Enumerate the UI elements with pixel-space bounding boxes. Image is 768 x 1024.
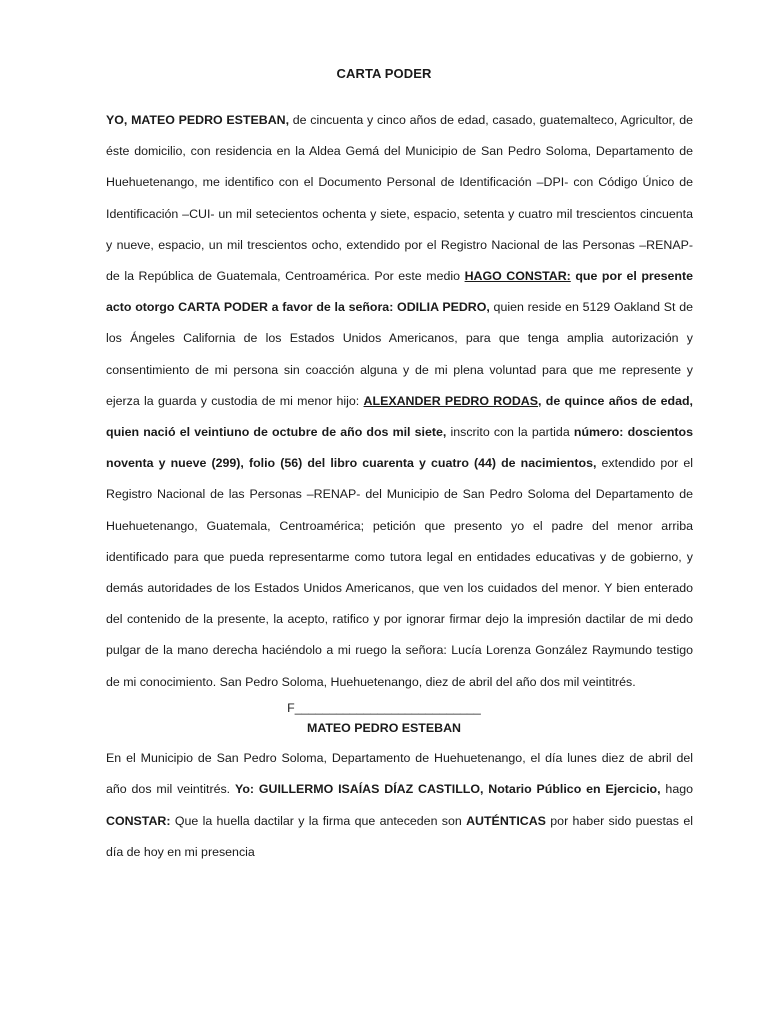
- authentic-label: AUTÉNTICAS: [466, 813, 546, 828]
- hago-constar-heading: HAGO CONSTAR:: [464, 269, 571, 284]
- minor-name: ALEXANDER PEDRO RODAS,: [363, 393, 542, 408]
- notary-place-date: En el Municipio de San Pedro Soloma, Departamento de Huehuetenango, el día lunes diez de abril del año dos mil veintitrés.: [106, 751, 693, 797]
- closing-text: extendido por el Registro Nacional de las Personas –RENAP- del Municipio de San Pedro Soloma del Departamento de Huehuetenango, Guatemala, Centroamérica; petición que presento yo el padre del menor arriba identificado para que pueda representarme como tutora legal en entidades educativas y de gobierno, y demás autoridades de los Estados Unidos Americanos, que ven los cuidados del menor. Y bien enterado del contenido de la presente, la acepto, ratifico y por ignorar firmar dejo la impresión dactilar de mi dedo pulgar de la mano derecha haciéndolo a mi ruego la señora: Lucía Lorenza González Raymundo testigo de mi conocimiento. San Pedro Soloma, Huehuetenango, diez de abril del año dos mil veintitrés.: [106, 456, 694, 689]
- notary-name: Yo: GUILLERMO ISAÍAS DÍAZ CASTILLO, Notario Público en Ejercicio,: [234, 782, 661, 797]
- notary-constar: CONSTAR:: [106, 813, 171, 828]
- grantor-intro: YO, MATEO PEDRO ESTEBAN,: [106, 113, 290, 127]
- notary-text-2: Que la huella dactilar y la firma que anteceden son: [170, 813, 467, 828]
- minor-birth-details: de quince años de edad, quien nació el veintiuno de octubre de año dos mil siete,: [106, 393, 693, 440]
- signatory-name: MATEO PEDRO ESTEBAN: [307, 721, 461, 735]
- grantee-details: quien reside en 5129 Oakland St de los Ángeles California de los Estados Unidos Americanos, para que tenga amplia autorización y consentimiento de mi persona sin coacción alguna y de mi plena voluntad para que me represente y ejerza la guarda y custodia de mi menor hijo:: [106, 300, 693, 408]
- registration-intro: inscrito con la partida: [446, 425, 574, 440]
- power-of-attorney-paragraph: [106, 105, 693, 698]
- signature-line: F___________________________: [287, 701, 481, 715]
- notary-text-1: hago: [660, 782, 693, 797]
- grant-statement: que por el presente acto otorgo CARTA PODER a favor de la señora: ODILIA PEDRO,: [106, 269, 693, 315]
- notary-paragraph: [106, 743, 693, 869]
- notary-text-3: por haber sido puestas el día de hoy en mi presencia: [106, 813, 693, 860]
- document-title: CARTA PODER: [336, 66, 432, 81]
- grantor-details: de cincuenta y cinco años de edad, casado, guatemalteco, Agricultor, de éste domicilio, con residencia en la Aldea Gemá del Municipio de San Pedro Soloma, Departamento de Huehuetenango, me identifico con el Documento Personal de Identificación –DPI- con Código Único de Identificación –CUI- un mil setecientos ochenta y siete, espacio, setenta y cuatro mil trescientos cincuenta y nueve, espacio, un mil trescientos ocho, extendido por el Registro Nacional de las Personas –RENAP- de la República de Guatemala, Centroamérica. Por este medio: [106, 113, 693, 284]
- registration-number: número: doscientos noventa y nueve (299), folio (56) del libro cuarenta y cuatro (44) de nacimientos,: [106, 425, 693, 471]
